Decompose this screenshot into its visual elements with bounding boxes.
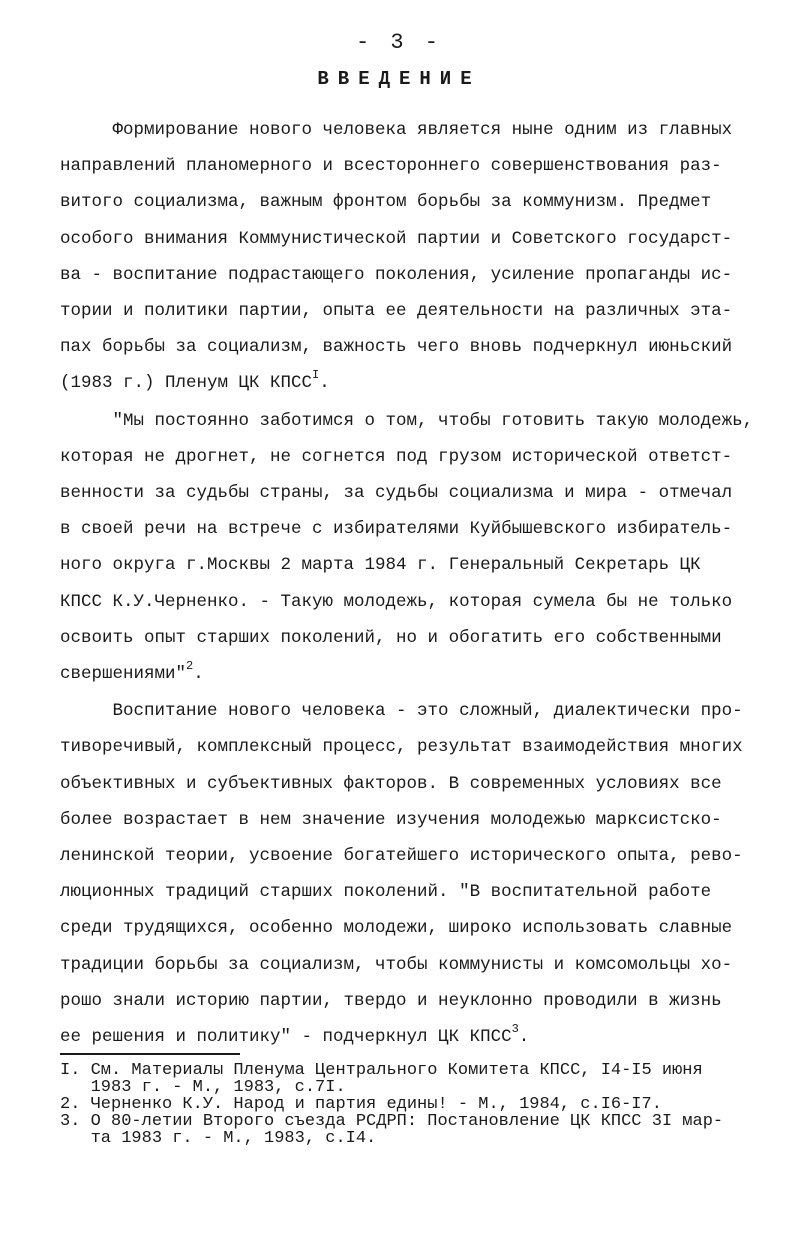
text-line: традиции борьбы за социализм, чтобы коммунисты и комсомольцы хо- (60, 954, 733, 975)
text-line: рошо знали историю партии, твердо и неуклонно проводили в жизнь (60, 990, 722, 1011)
text-line: освоить опыт старших поколений, но и обогатить его собственными (60, 627, 722, 648)
ref-tail: . (319, 373, 330, 394)
text-line: витого социализма, важным фронтом борьбы за коммунизм. Предмет (60, 192, 712, 213)
footnote-ref-3: 3 (511, 1022, 519, 1037)
text-line: объективных и субъективных факторов. В современных условиях все (60, 773, 722, 794)
text-line-with-ref (60, 656, 782, 693)
text-segment: свершениями" (60, 664, 187, 685)
footnote-line: 2. Черненко К.У. Народ и партия едины! - М., 1984, с.I6-I7. (60, 1095, 662, 1114)
text-line: КПСС К.У.Черненко. - Такую молодежь, которая сумела бы не только (60, 591, 733, 612)
page-number: - 3 - (355, 30, 442, 55)
footnote-ref-1: I (312, 368, 320, 383)
footnote-separator (60, 1053, 240, 1055)
text-line: ного округа г.Москвы 2 марта 1984 г. Генеральный Секретарь ЦК (60, 555, 701, 576)
text-line: венности за судьбы страны, за судьбы социализма и мира - отмечал (60, 483, 733, 504)
footnote-line: I. См. Материалы Пленума Центрального Комитета КПСС, I4-I5 июня (60, 1061, 703, 1080)
text-line: пах борьбы за социализм, важность чего вновь подчеркнул июньский (60, 337, 733, 358)
text-line: более возрастает в нем значение изучения молодежью марксистско- (60, 809, 722, 830)
footnote-line: 1983 г. - М., 1983, с.7I. (60, 1078, 346, 1097)
text-segment: (1983 г.) Пленум ЦК КПСС (60, 373, 313, 394)
text-line: Воспитание нового человека - это сложный, диалектически про- (60, 701, 743, 722)
text-line: которая не дрогнет, не согнется под грузом исторической ответст- (60, 446, 733, 467)
text-line: люционных традиций старших поколений. "В воспитательной работе (60, 882, 712, 903)
ref-tail: . (193, 664, 204, 685)
footnote-line: 3. О 80-летии Второго съезда РСДРП: Постановление ЦК КПСС 3I мар- (60, 1112, 724, 1131)
text-line: особого внимания Коммунистической партии и Советского государст- (60, 228, 733, 249)
text-line: тории и политики партии, опыта ее деятельности на различных эта- (60, 301, 733, 322)
text-line: ва - воспитание подрастающего поколения, усиление пропаганды ис- (60, 264, 733, 285)
text-segment: ее решения и политику" - подчеркнул ЦК КПСС (60, 1027, 512, 1048)
text-line-with-ref (60, 1019, 782, 1056)
text-line: среди трудящихся, особенно молодежи, широко использовать славные (60, 918, 733, 939)
text-line: ленинской теории, усвоение богатейшего исторического опыта, рево- (60, 846, 743, 867)
text-line: направлений планомерного и всестороннего совершенствования раз- (60, 156, 722, 177)
text-line-with-ref (60, 365, 782, 402)
footnotes (60, 1062, 782, 1147)
footnote-ref-2: 2 (186, 659, 194, 674)
page-title: ВВЕДЕНИЕ (317, 68, 481, 90)
text-line: Формирование нового человека является ныне одним из главных (60, 120, 733, 140)
text-line: тиворечивый, комплексный процесс, результат взаимодействия многих (60, 737, 743, 758)
ref-tail: . (518, 1027, 530, 1048)
body-text (60, 112, 782, 1056)
text-line: в своей речи на встрече с избирателями Куйбышевского избиратель- (60, 519, 733, 540)
footnote-line: та 1983 г. - М., 1983, с.I4. (60, 1129, 377, 1148)
text-line: "Мы постоянно заботимся о том, чтобы готовить такую молодежь, (60, 410, 754, 431)
